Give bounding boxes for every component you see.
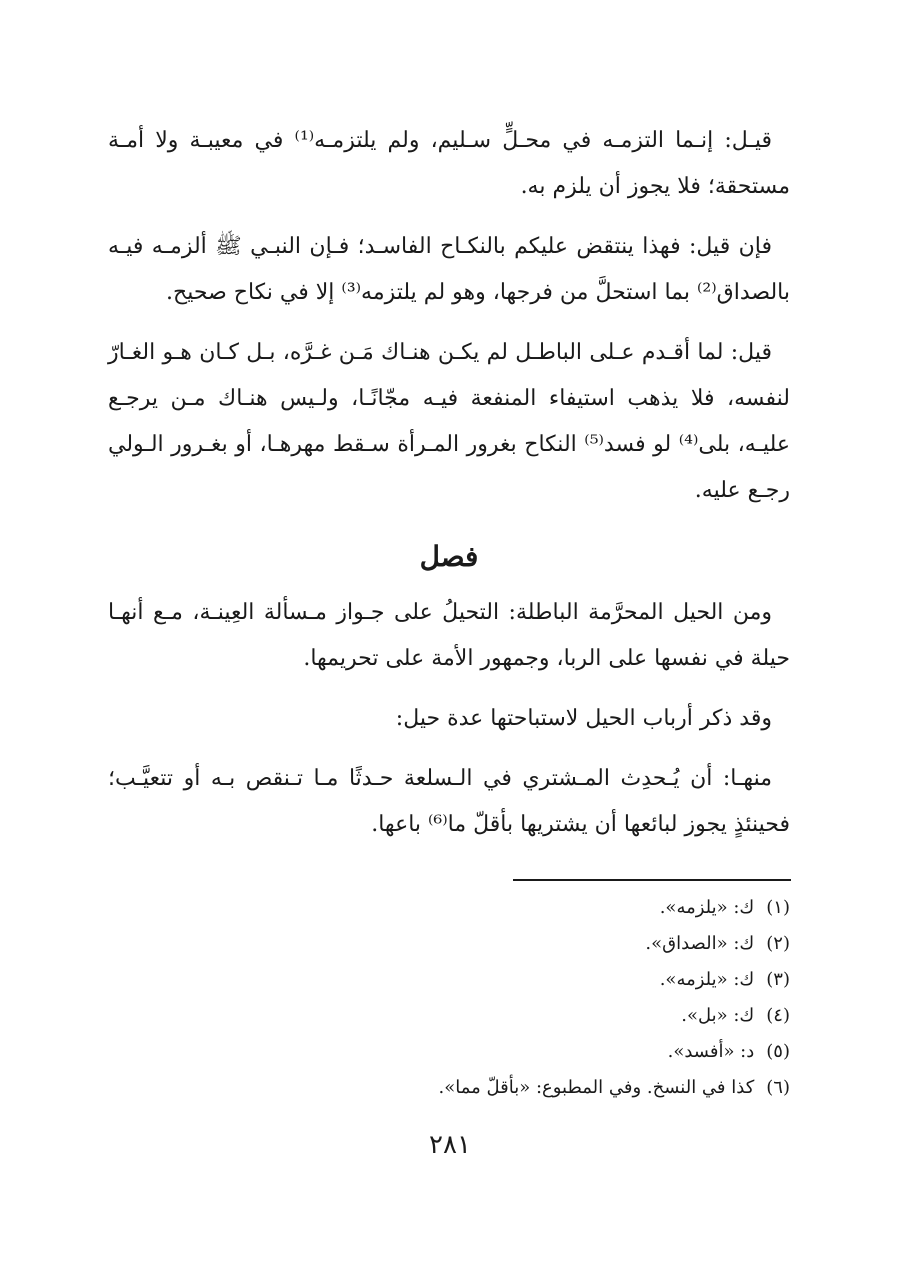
- footnote-number: (٥): [766, 1041, 790, 1062]
- footnote-6: [190, 1070, 790, 1106]
- section-paragraph-3: منهـا: أن يُـحدِث المـشتري في الـسلعة حـدثًا مـا تـنقص بـه أو تتعيَّـب؛ فحينئذٍ يجوز لبائعها أن يشتريها بأقلّ ما⁽⁶⁾ باعها.: [108, 766, 790, 837]
- footnote-number: (١): [766, 897, 790, 918]
- footnote-text: كذا في النسخ. وفي المطبوع: «بأقلّ مما».: [438, 1077, 755, 1098]
- footnote-3: [190, 962, 790, 998]
- footnote-text: د: «أفسد».: [667, 1041, 755, 1062]
- footnote-number: (٦): [766, 1077, 790, 1098]
- section-paragraph-2: وقد ذكر أرباب الحيل لاستباحتها عدة حيل:: [395, 706, 772, 731]
- footnote-text: ك: «الصداق».: [645, 933, 755, 954]
- footnote-text: ك: «يلزمه».: [659, 897, 755, 918]
- footnote-number: (٢): [766, 933, 790, 954]
- page-body: [108, 118, 790, 862]
- paragraph-1: قيـل: إنـما التزمـه في محـلٍّ سـليم، ولم يلتزمـه⁽¹⁾ في معيبـة ولا أمـة مستحقة؛ فلا يجوز أن يلزم به.: [108, 128, 790, 199]
- footnote-text: ك: «يلزمه».: [659, 969, 755, 990]
- section-paragraph-1: ومن الحيل المحرَّمة الباطلة: التحيلُ على جـواز مـسألة العِينـة، مـع أنهـا حيلة في نفسها على الربا، وجمهور الأمة على تحريمها.: [108, 600, 790, 671]
- page-number: ٢٨١: [429, 1130, 471, 1160]
- footnote-1: [190, 890, 790, 926]
- footnote-text: ك: «بل».: [681, 1005, 755, 1026]
- paragraph-3: قيل: لما أقـدم عـلى الباطـل لم يكـن هنـاك مَـن غـرَّه، بـل كـان هـو الغـارّ لنفسه، فلا يذهب استيفاء المنفعة فيـه مجّانًـا، ولـيس هنـاك مـن يرجـع عليـه، بلى⁽⁴⁾ لو فسد⁽⁵⁾ النكاح بغرور المـرأة سـقط مهرهـا، أو بغـرور الـولي رجـع عليه.: [108, 340, 791, 503]
- footnote-2: [190, 926, 790, 962]
- paragraph-2: فإن قيل: فهذا ينتقض عليكم بالنكـاح الفاسـد؛ فـإن النبـي ﷺ ألزمـه فيـه بالصداق⁽²⁾ بما استحلَّ من فرجها، وهو لم يلتزمه⁽³⁾ إلا في نكاح صحيح.: [108, 234, 790, 305]
- footnote-number: (٣): [766, 969, 790, 990]
- footnotes-list: [190, 890, 790, 1106]
- footnote-5: [190, 1034, 790, 1070]
- footnote-divider: [513, 879, 791, 881]
- section-title: فصل: [419, 540, 479, 573]
- footnote-number: (٤): [766, 1005, 790, 1026]
- footnote-4: [190, 998, 790, 1034]
